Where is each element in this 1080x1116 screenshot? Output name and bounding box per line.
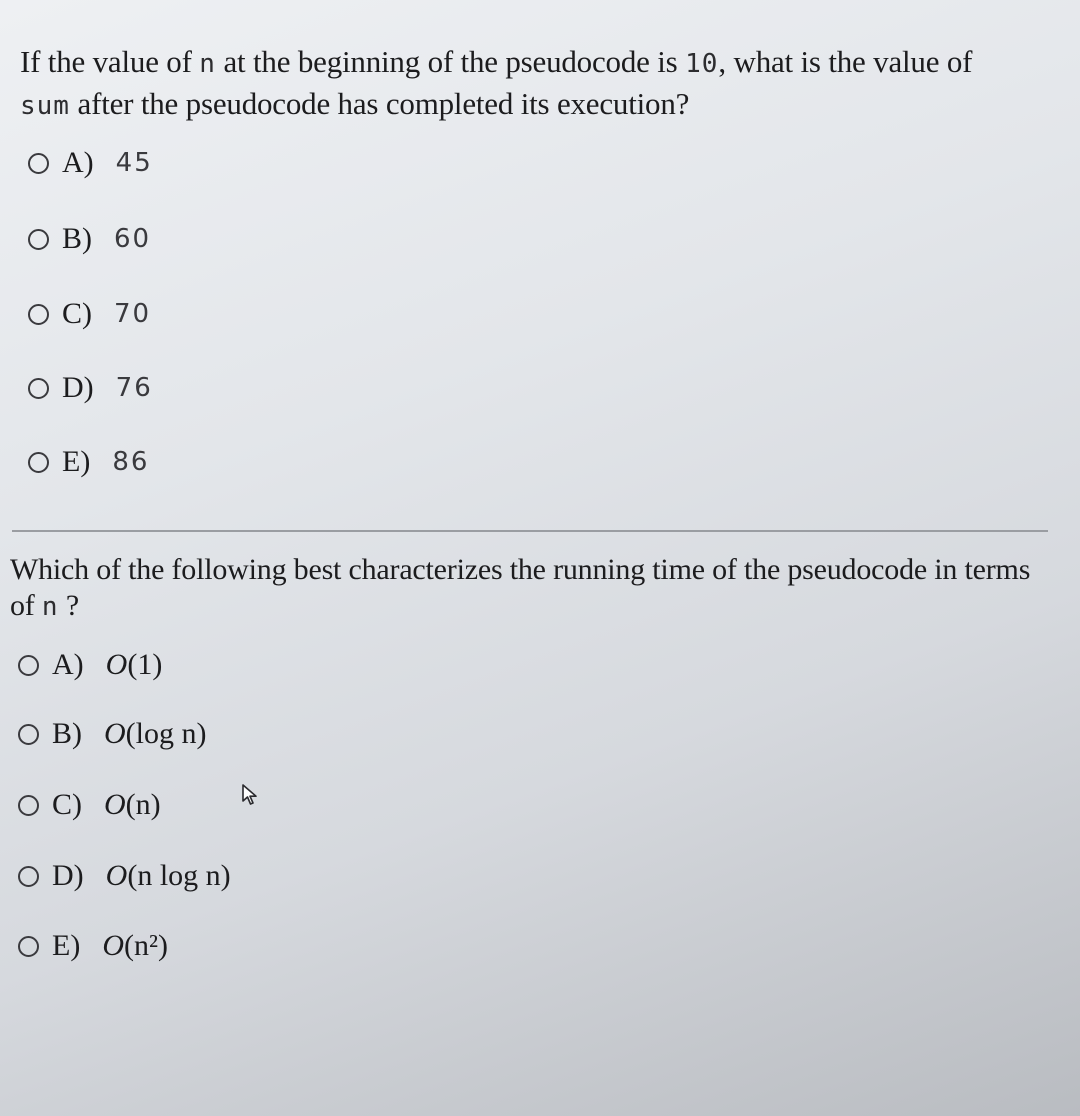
big-o-symbol: O — [105, 859, 128, 892]
option-value — [104, 788, 161, 822]
option-letter: D) — [52, 859, 84, 892]
option-value: 45 — [115, 148, 153, 178]
option-letter: E) — [52, 929, 81, 962]
variable-n: n — [199, 49, 216, 79]
big-o-argument: (n log n) — [127, 859, 231, 892]
radio-button-unselected-icon[interactable] — [18, 655, 39, 676]
big-o-argument: (n²) — [124, 929, 168, 962]
prompt-text: after the pseudocode has completed its execution? — [69, 86, 690, 121]
option-value — [102, 929, 168, 963]
option-letter: B) — [62, 222, 92, 255]
value-10: 10 — [685, 49, 719, 79]
question-divider — [12, 530, 1048, 532]
radio-button-unselected-icon[interactable] — [18, 936, 39, 957]
prompt-text: If the value of — [20, 44, 200, 79]
prompt-text: at the beginning of the pseudocode is — [215, 44, 686, 79]
radio-button-unselected-icon[interactable] — [28, 378, 49, 399]
radio-button-unselected-icon[interactable] — [28, 153, 49, 174]
question-1-prompt — [20, 42, 1070, 126]
prompt-text: , what is the value of — [718, 44, 973, 79]
big-o-argument: (n) — [125, 788, 161, 821]
option-letter: C) — [62, 297, 92, 330]
option-value: 76 — [115, 373, 153, 403]
big-o-symbol: O — [104, 788, 126, 821]
q1-option-a[interactable] — [28, 145, 153, 181]
q2-option-b[interactable] — [18, 716, 207, 752]
option-letter: A) — [52, 648, 84, 681]
radio-button-unselected-icon[interactable] — [18, 795, 39, 816]
big-o-symbol: O — [105, 648, 128, 681]
radio-button-unselected-icon[interactable] — [28, 452, 49, 473]
q2-option-d[interactable] — [18, 858, 231, 894]
mouse-pointer-icon — [240, 783, 264, 807]
prompt-text: ? — [58, 589, 79, 622]
big-o-argument: (log n) — [125, 717, 207, 750]
radio-button-unselected-icon[interactable] — [28, 229, 49, 250]
big-o-symbol: O — [102, 929, 124, 962]
variable-n: n — [41, 592, 59, 622]
q1-option-b[interactable] — [28, 221, 151, 257]
q1-option-e[interactable] — [28, 444, 149, 480]
big-o-argument: (1) — [127, 648, 163, 681]
option-letter: D) — [62, 371, 94, 404]
option-letter: C) — [52, 788, 82, 821]
q2-option-a[interactable] — [18, 647, 162, 683]
option-value — [104, 717, 207, 751]
option-letter: B) — [52, 717, 82, 750]
option-value: 86 — [112, 447, 150, 477]
option-value: 60 — [114, 224, 152, 254]
option-value — [106, 648, 163, 682]
question-2-prompt — [10, 552, 1050, 625]
q1-option-d[interactable] — [28, 370, 153, 406]
option-value: 70 — [114, 299, 152, 329]
radio-button-unselected-icon[interactable] — [18, 724, 39, 745]
q2-option-e[interactable] — [18, 928, 168, 964]
big-o-symbol: O — [104, 717, 126, 750]
q1-option-c[interactable] — [28, 296, 151, 332]
option-letter: E) — [62, 445, 91, 478]
q2-option-c[interactable] — [18, 787, 161, 823]
radio-button-unselected-icon[interactable] — [28, 304, 49, 325]
radio-button-unselected-icon[interactable] — [18, 866, 39, 887]
option-letter: A) — [62, 146, 94, 179]
option-value — [106, 859, 231, 893]
variable-sum: sum — [20, 91, 70, 121]
prompt-text: Which of the following best characterizes the running time of the pseudocode in terms of — [10, 553, 1031, 622]
